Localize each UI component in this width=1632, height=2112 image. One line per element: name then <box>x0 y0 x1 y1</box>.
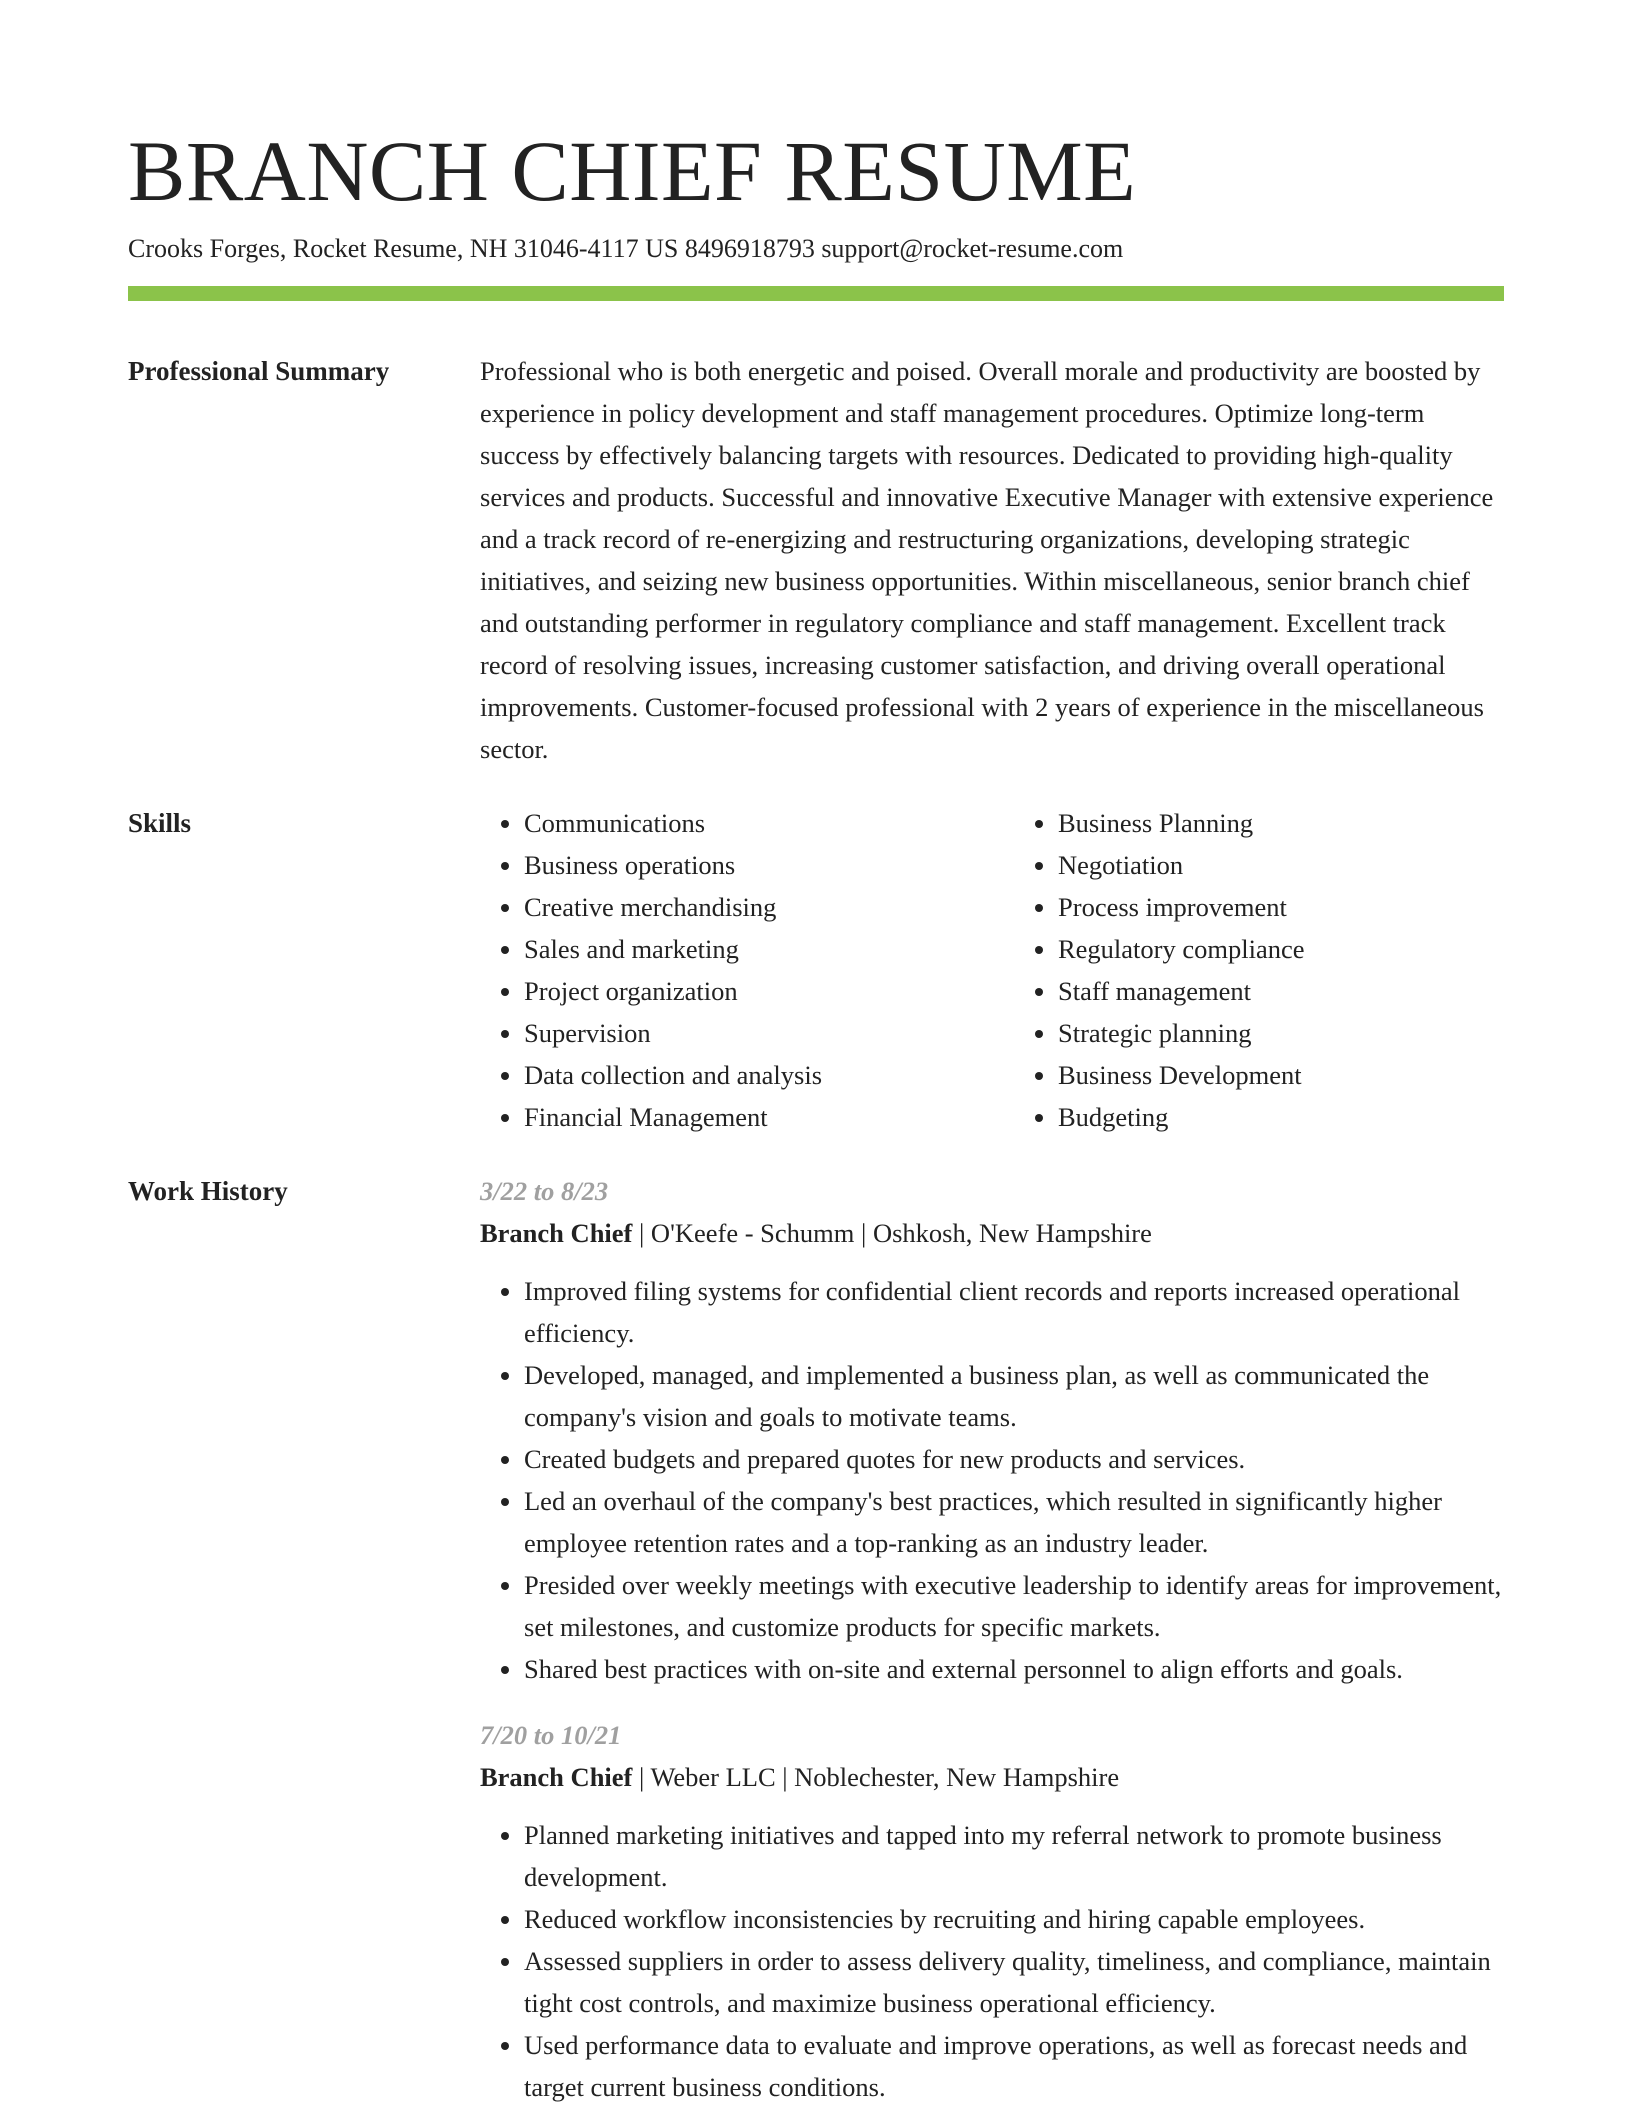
job-employer-location: | Weber LLC | Noblechester, New Hampshire <box>632 1762 1120 1792</box>
skill-item: • Staff management <box>1058 970 1504 1012</box>
job-bullet: • Led an overhaul of the company's best practices, which resulted in significantly higher employee retention rates and a top-ranking as an industry leader. <box>524 1480 1504 1564</box>
summary-body <box>480 350 1504 770</box>
skill-item: • Business Development <box>1058 1054 1504 1096</box>
job-bullet: • Assessed suppliers in order to assess delivery quality, timeliness, and compliance, maintain tight cost controls, and maximize business operational efficiency. <box>524 1940 1504 2024</box>
job-entry <box>480 1714 1504 2108</box>
work-history-heading: Work History <box>128 1176 288 1206</box>
job-bullet: • Improved filing systems for confidential client records and reports increased operational efficiency. <box>524 1270 1504 1354</box>
skill-item: • Process improvement <box>1058 886 1504 928</box>
skills-list-left <box>480 802 970 1138</box>
skill-item: • Negotiation <box>1058 844 1504 886</box>
job-bullet: • Planned marketing initiatives and tapped into my referral network to promote business development. <box>524 1814 1504 1898</box>
skill-item: • Business Planning <box>1058 802 1504 844</box>
skills-heading: Skills <box>128 808 192 838</box>
job-bullet: • Shared best practices with on-site and external personnel to align efforts and goals. <box>524 1648 1504 1690</box>
summary-heading: Professional Summary <box>128 356 390 386</box>
skill-item: • Creative merchandising <box>524 886 970 928</box>
job-heading-line <box>480 1212 1504 1254</box>
skills-body <box>480 802 1504 1138</box>
skill-item: • Project organization <box>524 970 970 1012</box>
resume-title: BRANCH CHIEF RESUME <box>128 123 1137 219</box>
skill-item: • Financial Management <box>524 1096 970 1138</box>
job-title: Branch Chief <box>480 1762 633 1792</box>
job-bullet-list <box>480 1814 1504 2108</box>
job-bullet: • Created budgets and prepared quotes for new products and services. <box>524 1438 1504 1480</box>
accent-divider <box>128 286 1504 301</box>
job-dates: 7/20 to 10/21 <box>480 1720 622 1750</box>
job-bullet-list <box>480 1270 1504 1690</box>
skills-list-right <box>1014 802 1504 1138</box>
contact-line: Crooks Forges, Rocket Resume, NH 31046-4117 US 8496918793 support@rocket-resume.com <box>128 234 1124 263</box>
job-bullet: • Reduced workflow inconsistencies by recruiting and hiring capable employees. <box>524 1898 1504 1940</box>
skill-item: • Sales and marketing <box>524 928 970 970</box>
summary-text: Professional who is both energetic and poised. Overall morale and productivity are boosted by experience in policy development and staff management procedures. Optimize long-term success by effectively balancing targets with resources. Dedicated to providing high-quality services and products. Successful and innovative Executive Manager with extensive experience and a track record of re-energizing and restructuring organizations, developing strategic initiatives, and seizing new business opportunities. Within miscellaneous, senior branch chief and outstanding performer in regulatory compliance and staff management. Excellent track record of resolving issues, increasing customer satisfaction, and driving overall operational improvements. Customer-focused professional with 2 years of experience in the miscellaneous sector. <box>480 356 1494 764</box>
skill-item: • Budgeting <box>1058 1096 1504 1138</box>
job-bullet: • Presided over weekly meetings with executive leadership to identify areas for improvement, set milestones, and customize products for specific markets. <box>524 1564 1504 1648</box>
skill-item: • Communications <box>524 802 970 844</box>
job-entry <box>480 1170 1504 1690</box>
job-bullet: • Developed, managed, and implemented a business plan, as well as communicated the company's vision and goals to motivate teams. <box>524 1354 1504 1438</box>
job-dates: 3/22 to 8/23 <box>480 1176 609 1206</box>
job-bullet: • Used performance data to evaluate and improve operations, as well as forecast needs and target current business conditions. <box>524 2024 1504 2108</box>
skills-columns <box>480 802 1504 1138</box>
skill-item: • Supervision <box>524 1012 970 1054</box>
job-heading-line <box>480 1756 1504 1798</box>
skill-item: • Data collection and analysis <box>524 1054 970 1096</box>
skill-item: • Regulatory compliance <box>1058 928 1504 970</box>
job-title: Branch Chief <box>480 1218 633 1248</box>
skill-item: • Strategic planning <box>1058 1012 1504 1054</box>
job-employer-location: | O'Keefe - Schumm | Oshkosh, New Hampshire <box>632 1218 1152 1248</box>
work-history-body <box>480 1170 1504 2108</box>
skill-item: • Business operations <box>524 844 970 886</box>
